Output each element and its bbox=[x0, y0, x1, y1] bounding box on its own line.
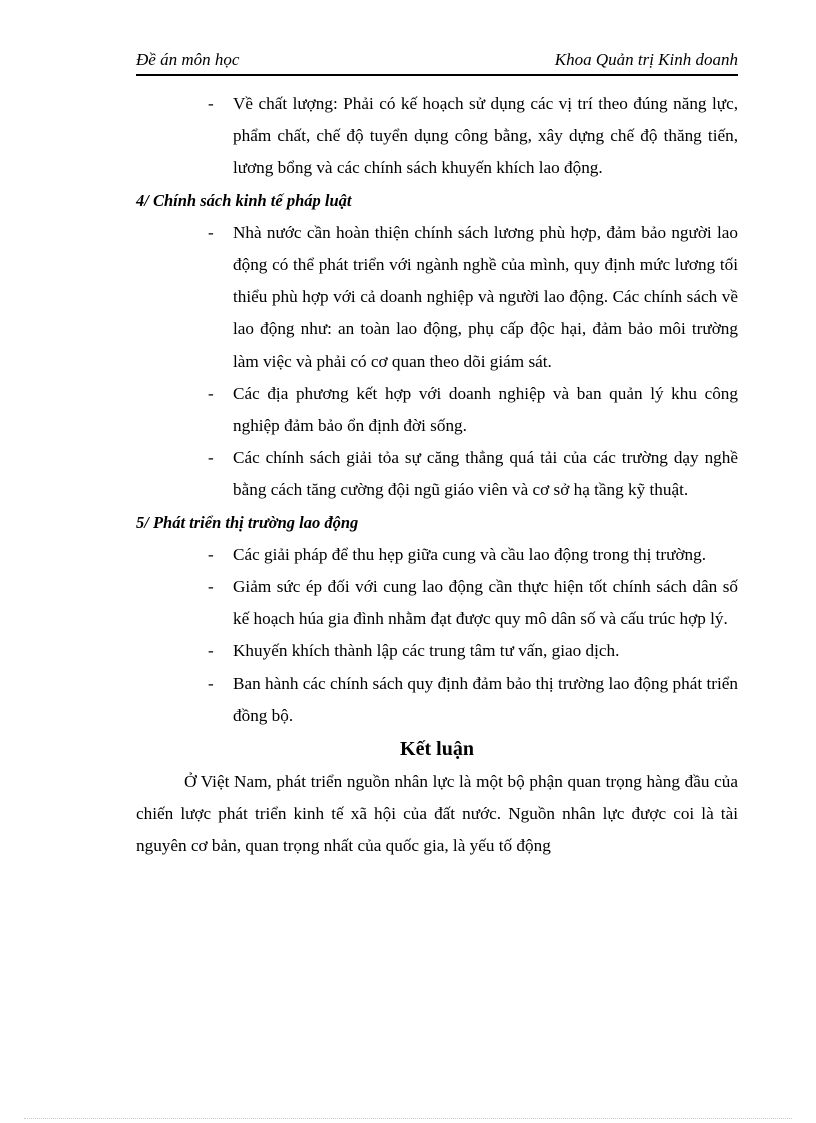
bullet-item bbox=[136, 539, 738, 571]
bullet-dash: - bbox=[208, 94, 214, 113]
page-bottom-border bbox=[24, 1118, 792, 1119]
bullet-item bbox=[136, 217, 738, 378]
bullet-text: Ban hành các chính sách quy định đảm bảo thị trường lao động phát triển đồng bộ. bbox=[233, 673, 738, 725]
page-header bbox=[136, 48, 738, 76]
bullet-text: Khuyến khích thành lập các trung tâm tư vấn, giao dịch. bbox=[233, 641, 620, 661]
bullet-dash: - bbox=[208, 577, 214, 597]
bullet-dash: - bbox=[208, 448, 214, 468]
conclusion-heading: Kết luận bbox=[400, 738, 474, 761]
bullet-item bbox=[136, 571, 738, 635]
section-heading-5: 5/ Phát triển thị trường lao động bbox=[136, 512, 359, 532]
bullet-text: Giảm sức ép đối với cung lao động cần thực hiện tốt chính sách dân số kế hoạch húa gia đình nhằm đạt được quy mô dân số và cấu trúc hợp lý. bbox=[233, 577, 738, 629]
document-body bbox=[136, 88, 738, 863]
header-course-title: Đề án môn học bbox=[136, 50, 240, 69]
bullet-dash: - bbox=[208, 544, 214, 564]
conclusion-paragraph: Ở Việt Nam, phát triển nguồn nhân lực là một bộ phận quan trọng hàng đầu của chiến lược phát triển kinh tế xã hội của đất nước. Nguồn nhân lực được coi là tài nguyên cơ bản, quan trọng nhất của quốc gia, là yếu tố động bbox=[136, 772, 738, 856]
bullet-item bbox=[136, 88, 738, 185]
bullet-text: Về chất lượng: Phải có kế hoạch sử dụng các vị trí theo đúng năng lực, phẩm chất, chế độ tuyển dụng công bằng, xây dựng chế độ thăng tiến, lương bổng và các chính sách khuyến khích lao động. bbox=[233, 94, 738, 178]
bullet-text: Các giải pháp để thu hẹp giữa cung và cầu lao động trong thị trường. bbox=[233, 544, 707, 564]
bullet-item bbox=[136, 378, 738, 442]
section-heading-4: 4/ Chính sách kinh tế pháp luật bbox=[136, 190, 352, 210]
bullet-item bbox=[136, 635, 738, 667]
bullet-item bbox=[136, 442, 738, 506]
bullet-text: Các địa phương kết hợp với doanh nghiệp và ban quản lý khu công nghiệp đảm bảo ổn định đời sống. bbox=[233, 383, 738, 436]
bullet-dash: - bbox=[208, 641, 214, 661]
bullet-dash: - bbox=[208, 222, 214, 242]
bullet-text: Các chính sách giải tỏa sự căng thẳng quá tải của các trường dạy nghề bằng cách tăng cường đội ngũ giáo viên và cơ sở hạ tầng kỹ thuật. bbox=[233, 448, 738, 500]
bullet-item bbox=[136, 668, 738, 732]
header-faculty: Khoa Quản trị Kinh doanh bbox=[554, 50, 738, 69]
bullet-text: Nhà nước cần hoàn thiện chính sách lương phù hợp, đảm bảo người lao động có thể phát triển với ngành nghề của mình, quy định mức lương tối thiểu phù hợp với cả doanh nghiệp và người lao động. Các chính sách về lao động như: an toàn lao động, phụ cấp độc hại, đảm bảo môi trường làm việc và phải có cơ quan theo dõi giám sát. bbox=[233, 222, 738, 371]
bullet-dash: - bbox=[208, 673, 214, 693]
bullet-dash: - bbox=[208, 383, 214, 403]
